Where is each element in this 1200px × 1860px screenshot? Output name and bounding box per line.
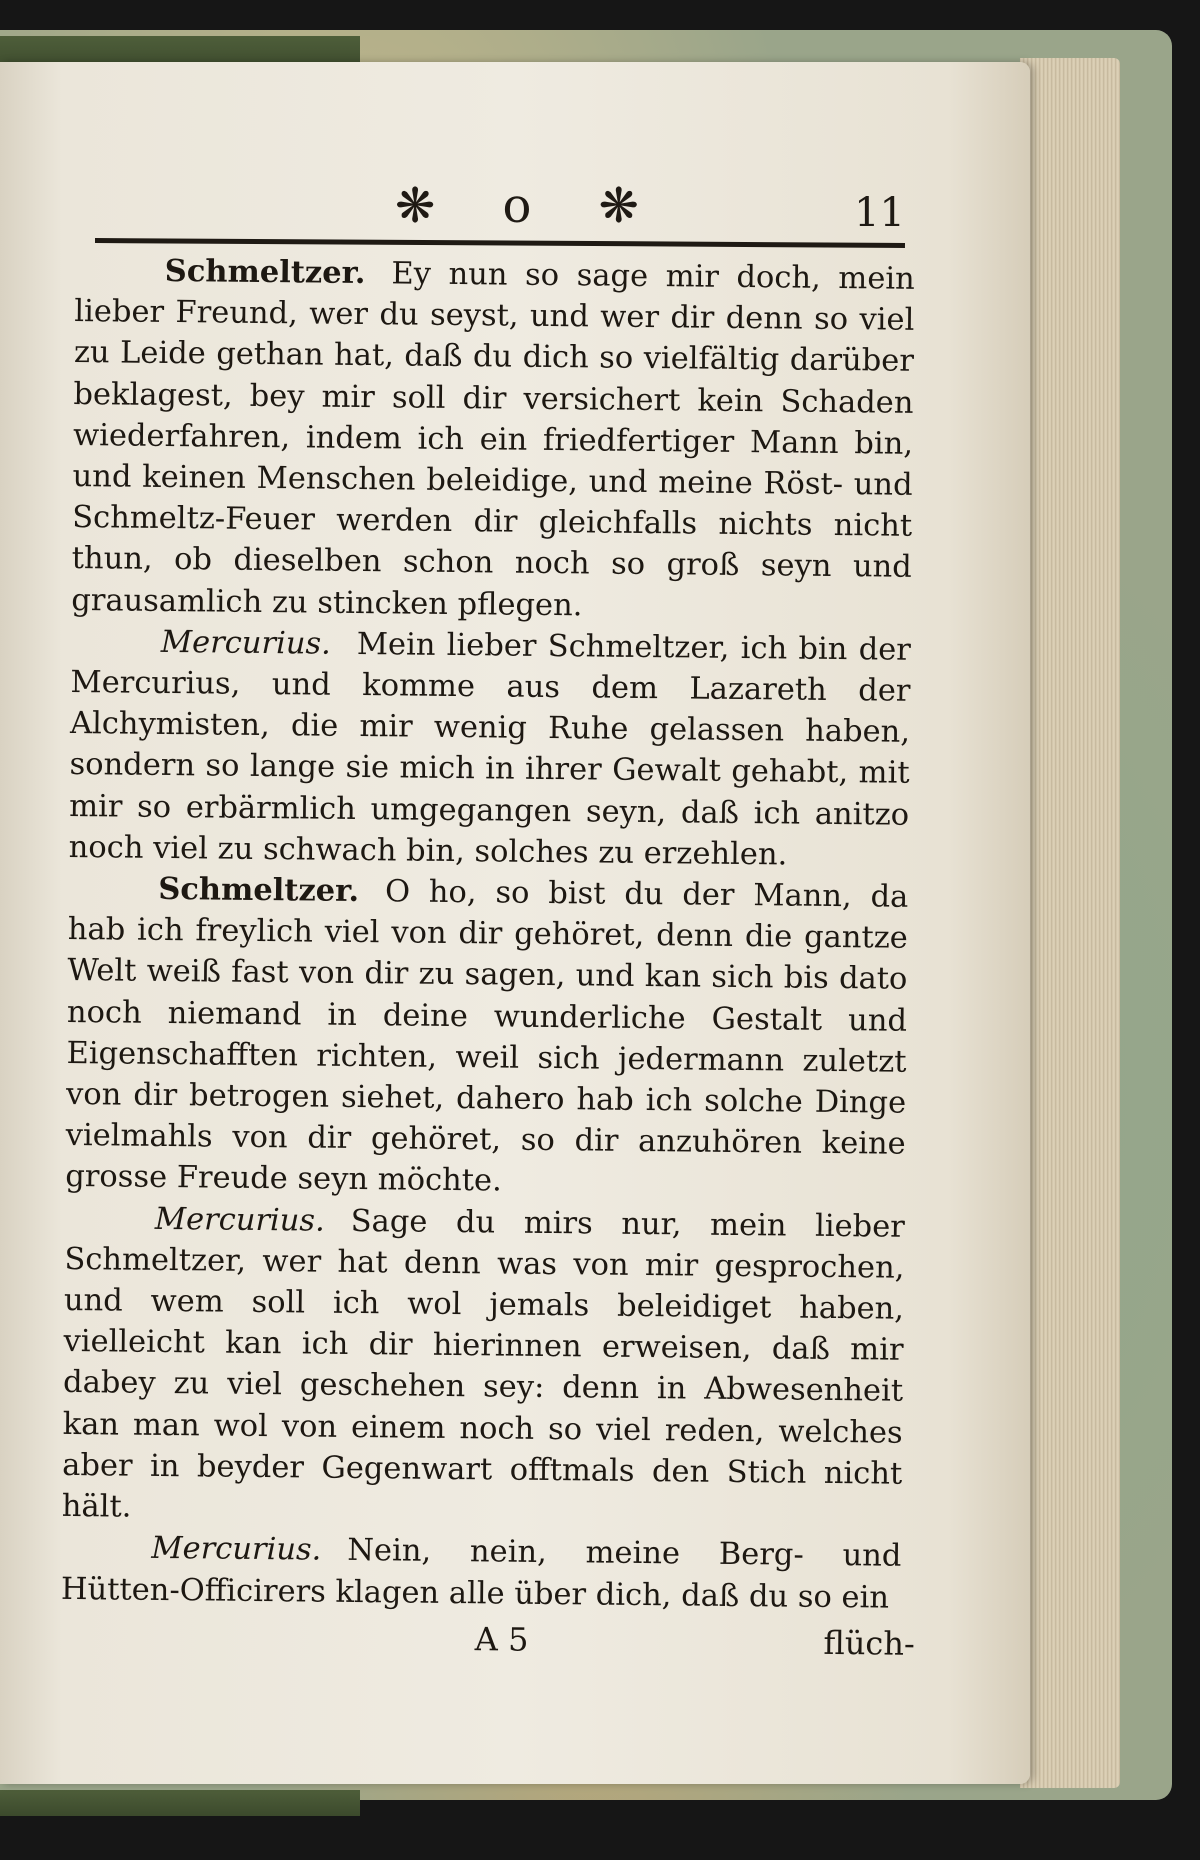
paragraph-text: Mein lieber Schmeltzer, ich bin der Mercurius, und komme aus dem Lazareth der Alchymisten, die mir wenig Ruhe gelassen haben, sondern so lange sie mich in ihrer Gewalt gehabt, mit mir so erbärmlich umgegangen seyn, daß ich anitzo noch viel zu schwach bin, solches zu erzehlen. <box>68 626 912 873</box>
page-number: 11 <box>854 190 905 236</box>
page-header <box>95 178 905 248</box>
cloth-spine-bottom <box>0 1790 360 1816</box>
speaker-name: Schmeltzer. <box>164 252 366 292</box>
paragraph-text: Ey nun so sage mir doch, mein lieber Freund, wer du seyst, und wer dir denn so viel zu Leide gethan hat, daß du dich so vielfältig darüber beklagest, bey mir soll dir versichert kein Schaden wiederfahren, indem ich ein friedfertiger Mann bin, und keinen Menschen beleidige, und meine Röst- und Schmeltz-Feuer werden dir gleichfalls nichts nicht thun, ob dieselben schon noch so groß seyn und grausamlich zu stincken pflegen. <box>71 256 915 623</box>
dialogue-paragraph <box>69 621 912 877</box>
paragraph-text: O ho, so bist du der Mann, da hab ich freylich viel von dir gehöret, denn die gantze Welt weiß fast von dir zu sagen, und kan sich bis dato noch niemand in deine wunderliche Gestalt und Eigenschafften richten, weil sich jedermann zuletzt von dir betrogen siehet, dahero hab ich solche Dinge vielmahls von dir gehöret, so dir anzuhören keine grosse Freude seyn möchte. <box>65 874 909 1199</box>
dialogue-paragraph <box>65 868 908 1206</box>
paragraph-text: Nein, nein, meine Berg- und Hütten-Officirers klagen alle über dich, daß du so ein <box>60 1533 902 1616</box>
body-text <box>61 250 915 1618</box>
catchword: flüch- <box>823 1623 915 1663</box>
speaker-name: Mercurius. <box>151 1531 322 1568</box>
paragraph-text: Sage du mirs nur, mein lieber Schmeltzer, wer hat denn was von mir gesprochen, und wem soll ich wol jemals beleidiget haben, vielleicht kan ich dir hierinnen erweisen, daß mir dabey zu viel geschehen sey: denn in Abwesenheit kan man wol von einem noch so viel reden, welches aber in beyder Gegenwart offtmals den Stich nicht hält. <box>61 1203 905 1525</box>
header-ornament: ❋ o ❋ <box>395 178 665 234</box>
signature-mark: A 5 <box>474 1620 529 1659</box>
dialogue-paragraph <box>71 250 915 630</box>
dialogue-paragraph <box>62 1198 905 1536</box>
speaker-name: Mercurius. <box>160 624 331 662</box>
speaker-name: Mercurius. <box>154 1201 325 1239</box>
page-footer <box>74 1616 914 1675</box>
dialogue-paragraph <box>61 1527 902 1618</box>
page-edges <box>1020 58 1120 1788</box>
speaker-name: Schmeltzer. <box>158 870 360 910</box>
